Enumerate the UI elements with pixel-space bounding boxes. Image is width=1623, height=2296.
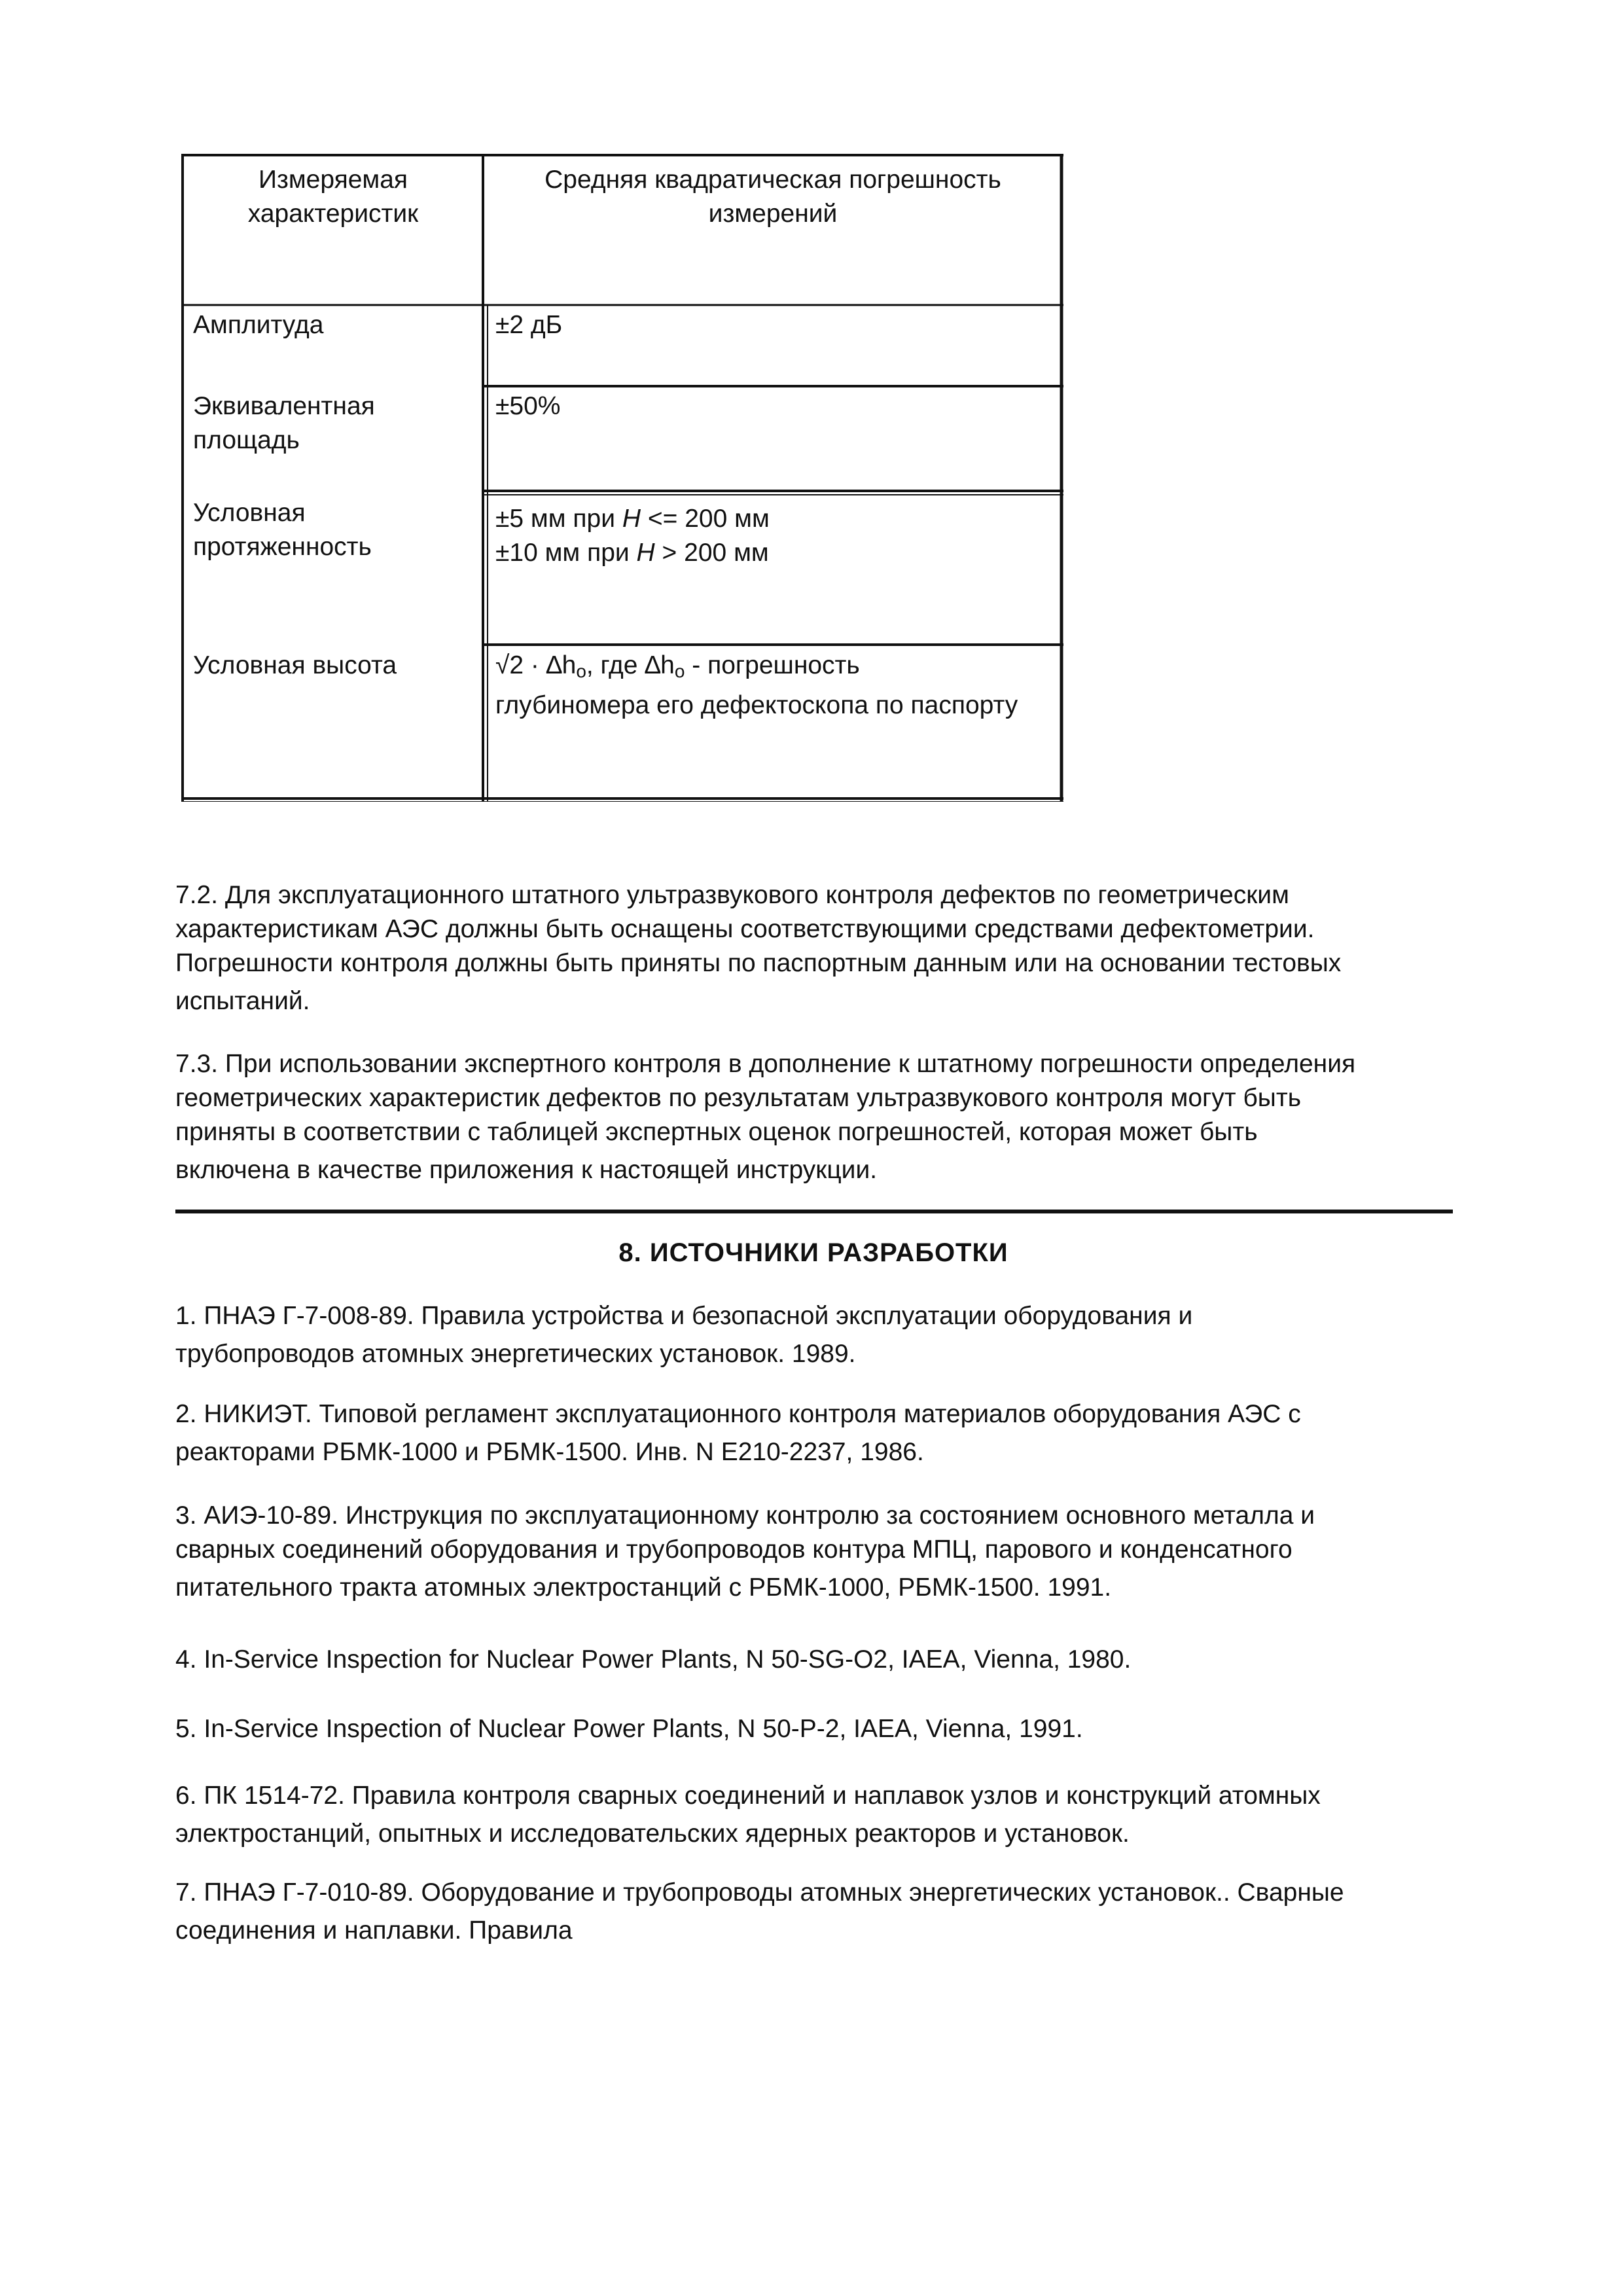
- value-formula: √2 · ∆h: [495, 651, 577, 679]
- header-col1-line2: характеристик: [247, 200, 419, 228]
- reference-4: [175, 1643, 1452, 1677]
- error-table: [181, 154, 1063, 802]
- reference-line: 5. In-Service Inspection of Nuclear Power Plants, N 50-P-2, IAEA, Vienna, 1991.: [175, 1715, 1083, 1743]
- row-name-line: протяженность: [193, 533, 372, 561]
- row-name-line: Условная: [193, 499, 306, 527]
- reference-line: 1. ПНАЭ Г-7-008-89. Правила устройства и безопасной эксплуатации оборудования и: [175, 1302, 1193, 1330]
- value-prefix: ±5 мм при: [495, 505, 615, 533]
- value-formula-rest: - погрешность: [685, 651, 860, 679]
- value-subscript: o: [576, 661, 586, 681]
- section-divider: [175, 1210, 1453, 1213]
- value-subscript: o: [674, 661, 685, 681]
- value-suffix: > 200 мм: [662, 539, 769, 567]
- paragraph-line: характеристикам АЭС должны быть оснащены соответствующими средствами дефектометрии.: [175, 915, 1315, 943]
- paragraph-7-3: [175, 1047, 1452, 1187]
- table-row-height-value: [495, 649, 1058, 723]
- paragraph-line: геометрических характеристик дефектов по результатам ультразвукового контроля могут быть: [175, 1084, 1302, 1112]
- reference-line: реакторами РБМК-1000 и РБМК-1500. Инв. N Е210-2237, 1986.: [175, 1438, 924, 1466]
- reference-line: 7. ПНАЭ Г-7-010-89. Оборудование и трубопроводы атомных энергетических установок.. Сварные: [175, 1878, 1344, 1907]
- paragraph-line: приняты в соответствии с таблицей экспертных оценок погрешностей, которая может быть: [175, 1118, 1258, 1146]
- table-row-amplitude-name: [193, 308, 481, 342]
- section-title: 8. ИСТОЧНИКИ РАЗРАБОТКИ: [618, 1238, 1008, 1267]
- reference-line: 6. ПК 1514-72. Правила контроля сварных соединений и наплавок узлов и конструкций атомных: [175, 1782, 1321, 1810]
- reference-line: трубопроводов атомных энергетических установок. 1989.: [175, 1340, 856, 1368]
- paragraph-line: 7.3. При использовании экспертного контроля в дополнение к штатному погрешности определения: [175, 1050, 1356, 1078]
- value-h: H: [622, 505, 641, 533]
- reference-2: [175, 1397, 1452, 1469]
- reference-line: 4. In-Service Inspection for Nuclear Power Plants, N 50-SG-O2, IAEA, Vienna, 1980.: [175, 1645, 1132, 1674]
- reference-line: 3. АИЭ-10-89. Инструкция по эксплуатационному контролю за состоянием основного металла и: [175, 1501, 1315, 1530]
- paragraph-line: испытаний.: [175, 987, 310, 1015]
- paragraph-line: включена в качестве приложения к настоящей инструкции.: [175, 1156, 878, 1184]
- reference-line: питательного тракта атомных электростанций с РБМК-1000, РБМК-1500. 1991.: [175, 1573, 1112, 1602]
- reference-line: соединения и наплавки. Правила: [175, 1916, 573, 1945]
- row-value-line: ±2 дБ: [495, 311, 563, 339]
- row-name-line: Амплитуда: [193, 311, 324, 339]
- table-row-length-name: [193, 496, 481, 564]
- table-row-length-value: [495, 502, 1058, 570]
- reference-1: [175, 1299, 1452, 1371]
- table-row-area-name: [193, 389, 481, 457]
- reference-5: [175, 1712, 1452, 1746]
- value-prefix: ±10 мм при: [495, 539, 630, 567]
- row-value-line: глубиномера его дефектоскопа по паспорту: [495, 691, 1018, 719]
- reference-line: сварных соединений оборудования и трубопроводов контура МПЦ, парового и конденсатного: [175, 1535, 1293, 1564]
- value-formula-where: , где ∆h: [586, 651, 675, 679]
- paragraph-7-2: [175, 878, 1452, 1018]
- header-col1-line1: Измеряемая: [258, 166, 408, 194]
- paragraph-line: 7.2. Для эксплуатационного штатного ультразвукового контроля дефектов по геометрическим: [175, 881, 1289, 909]
- paragraph-line: Погрешности контроля должны быть приняты по паспортным данным или на основании тестовых: [175, 949, 1342, 977]
- table-header-error: [486, 163, 1060, 231]
- row-value-line: [495, 502, 1058, 536]
- reference-line: электростанций, опытных и исследовательских ядерных реакторов и установок.: [175, 1820, 1130, 1848]
- header-col2-line2: измерений: [708, 200, 838, 228]
- row-value-line: [495, 649, 1058, 689]
- table-header-measured: [185, 163, 481, 231]
- value-suffix: <= 200 мм: [647, 505, 770, 533]
- row-name-line: Условная высота: [193, 651, 397, 679]
- table-row-area-value: [495, 389, 1058, 423]
- reference-7: [175, 1876, 1452, 1948]
- reference-line: 2. НИКИЭТ. Типовой регламент эксплуатационного контроля материалов оборудования АЭС с: [175, 1400, 1301, 1428]
- reference-3: [175, 1499, 1452, 1605]
- table-row-amplitude-value: [495, 308, 1058, 342]
- header-col2-line1: Средняя квадратическая погрешность: [544, 166, 1001, 194]
- row-value-line: [495, 536, 1058, 570]
- row-name-line: Эквивалентная: [193, 392, 375, 420]
- table-row-height-name: [193, 649, 481, 683]
- row-name-line: площадь: [193, 426, 300, 454]
- value-h: H: [636, 539, 655, 567]
- row-value-line: ±50%: [495, 392, 561, 420]
- reference-6: [175, 1779, 1452, 1851]
